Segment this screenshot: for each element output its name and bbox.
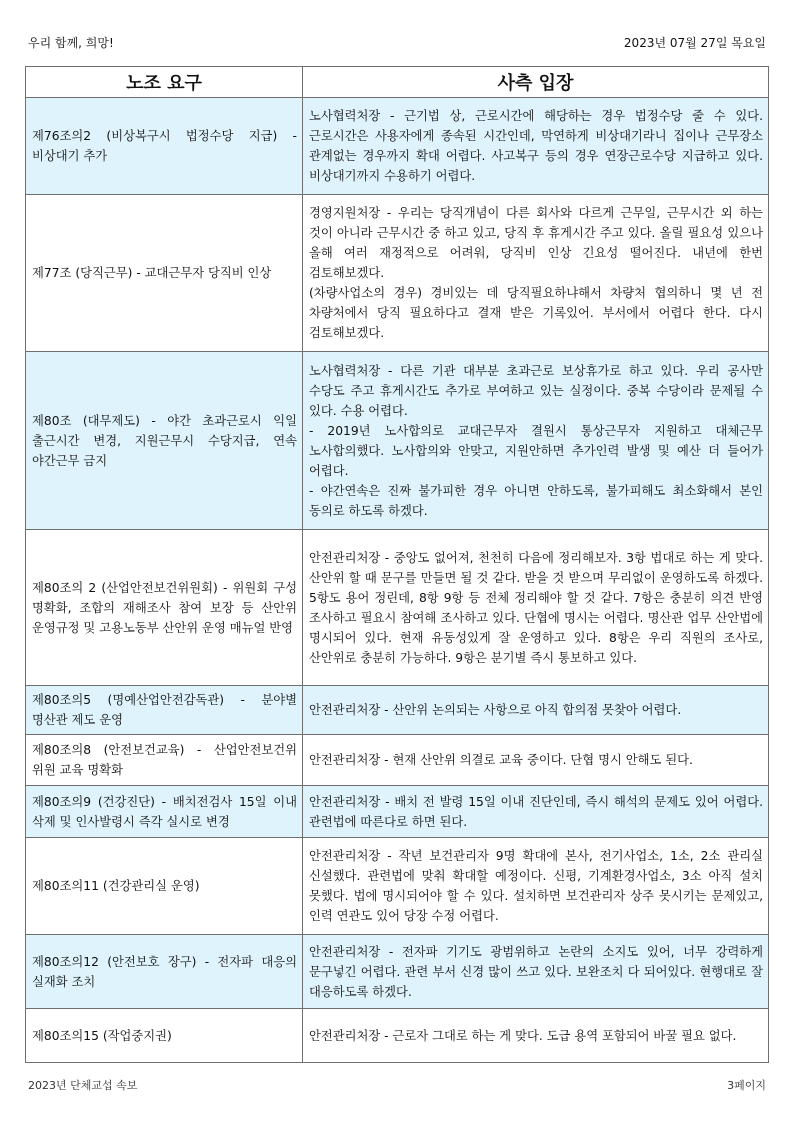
header-slogan: 우리 함께, 희망!: [28, 36, 114, 50]
company-position-cell: [303, 195, 769, 352]
footer-publication: 2023년 단체교섭 속보: [28, 1079, 138, 1092]
position-text: 안전관리처장 - 작년 보건관리자 9명 확대에 본사, 전기사업소, 1소, 2소 관리실 신설했다. 관련법에 맞춰 확대할 예정이다. 신평, 기계환경사업소, 3소 아직 설치 못했다. 법에 명시되어야 할 수 있다. 설치하면 보건관리자 상주 못시키는 문제있고, 인력 연관도 있어 당장 수정 어렵다.: [309, 849, 763, 923]
column-header-company-position: 사측 입장: [303, 67, 769, 98]
company-position-cell: [303, 735, 769, 786]
position-text: 안전관리처장 - 근로자 그대로 하는 게 맞다. 도급 용역 포함되어 바꿀 필요 없다.: [309, 1028, 737, 1043]
table-row: [26, 735, 769, 786]
position-text: - 야간연속은 진짜 불가피한 경우 아니면 안하도록, 불가피해도 최소화해서 본인 동의로 하도록 하겠다.: [309, 483, 763, 518]
table-row: [26, 838, 769, 935]
position-text: 노사협력처장 - 근기법 상, 근로시간에 해당하는 경우 법정수당 줄 수 있다. 근로시간은 사용자에게 종속된 시간인데, 막연하게 비상대기라니 집이나 근무장소 관계없는 경우까지 확대 어렵다. 사고복구 등의 경우 연장근로수당 지급하고 있다. 비상대기까지 수용하기 어렵다.: [309, 109, 763, 183]
company-position-cell: [303, 352, 769, 530]
union-demand-cell: 제80조의11 (건강관리실 운영): [26, 838, 303, 935]
footer-page-number: 3페이지: [727, 1079, 766, 1092]
position-text: 노사협력처장 - 다른 기관 대부분 초과근로 보상휴가로 하고 있다. 우리 공사만 수당도 주고 휴게시간도 추가로 부여하고 있는 실정이다. 중복 수당이라 문제될 수 있다. 수용 어렵다.: [309, 363, 763, 418]
company-position-cell: [303, 838, 769, 935]
position-text: (차량사업소의 경우) 경비있는 데 당직필요하냐해서 차량처 협의하니 몇 년 전 차량처에서 당직 필요하다고 결재 받은 기록있어. 부서에서 어렵다 한다. 다시 검토해보겠다.: [309, 286, 763, 340]
table-header-row: [26, 67, 769, 98]
table-row: [26, 686, 769, 735]
table-row: [26, 935, 769, 1009]
union-demand-cell: 제80조의8 (안전보건교육) - 산업안전보건위 위원 교육 명확화: [26, 735, 303, 786]
position-text: 안전관리처장 - 현재 산안위 의결로 교육 중이다. 단협 명시 안해도 된다.: [309, 753, 693, 767]
position-text: 안전관리처장 - 중앙도 없어져, 천천히 다음에 정리해보자. 3항 법대로 하는 게 맞다. 산안위 할 때 문구를 만들면 될 것 같다. 받을 것 받으며 무리없이 운영하도록 하겠다. 5항도 용어 정린데, 8항 9항 등 전체 정리해야 할 것 같다. 7항은 충분히 의견 반영 조사하고 필요시 참여해 조사하고 있다. 단협에 명시는 어렵다. 명산관 업무 산안법에 명시되어 있다. 현재 유동성있게 잘 운영하고 있다. 8항은 우리 직원의 조사로, 산안위로 충분히 가능하다. 9항은 분기별 즉시 통보하고 있다.: [309, 550, 763, 665]
union-demand-cell: 제80조의5 (명예산업안전감독관) - 분야별 명산관 제도 운영: [26, 686, 303, 735]
table-row: [26, 530, 769, 686]
position-text: 안전관리처장 - 배치 전 발령 15일 이내 진단인데, 즉시 해석의 문제도 있어 어렵다. 관련법에 따른다로 하면 된다.: [309, 794, 763, 829]
table-row: [26, 195, 769, 352]
union-demand-cell: 제80조의15 (작업중지권): [26, 1009, 303, 1063]
position-text: 안전관리처장 - 산안위 논의되는 사항으로 아직 합의점 못찾아 어렵다.: [309, 703, 682, 717]
union-demand-cell: 제80조의12 (안전보호 장구) - 전자파 대응의 실재화 조치: [26, 935, 303, 1009]
union-demand-cell: 제77조 (당직근무) - 교대근무자 당직비 인상: [26, 195, 303, 352]
table-row: [26, 352, 769, 530]
company-position-cell: [303, 98, 769, 195]
company-position-cell: [303, 1009, 769, 1063]
company-position-cell: [303, 935, 769, 1009]
position-text: 경영지원처장 - 우리는 당직개념이 다른 회사와 다르게 근무일, 근무시간 외 하는 것이 아니라 근무시간 중 하고 있고, 당직 후 휴게시간 주고 있다. 올릴 필요성 있으나 올해 여러 재정적으로 어려워, 당직비 인상 긴요성 떨어진다. 내년에 한번 검토해보겠다.: [309, 206, 763, 280]
company-position-cell: [303, 686, 769, 735]
union-demand-cell: 제80조 (대무제도) - 야간 초과근로시 익일 출근시간 변경, 지원근무시 수당지급, 연속 야간근무 금지: [26, 352, 303, 530]
negotiation-table: [25, 66, 769, 1063]
union-demand-cell: 제80조의 2 (산업안전보건위원회) - 위원회 구성 명확화, 조합의 재해조사 참여 보장 등 산안위 운영규정 및 고용노동부 산안위 운영 매뉴얼 반영: [26, 530, 303, 686]
column-header-union-demand: 노조 요구: [26, 67, 303, 98]
position-text: 안전관리처장 - 전자파 기기도 광범위하고 논란의 소지도 있어, 너무 강력하게 문구넣긴 어렵다. 관련 부서 신경 많이 쓰고 있다. 보완조치 다 되어있다. 현행대로 잘 대응하도록 하겠다.: [309, 944, 763, 999]
table-row: [26, 1009, 769, 1063]
company-position-cell: [303, 530, 769, 686]
table-row: [26, 98, 769, 195]
union-demand-cell: 제80조의9 (건강진단) - 배치전검사 15일 이내 삭제 및 인사발령시 즉각 실시로 변경: [26, 786, 303, 838]
union-demand-cell: 제76조의2 (비상복구시 법정수당 지급) - 비상대기 추가: [26, 98, 303, 195]
company-position-cell: [303, 786, 769, 838]
header-date: 2023년 07월 27일 목요일: [623, 36, 766, 50]
table-row: [26, 786, 769, 838]
position-text: - 2019년 노사합의로 교대근무자 결원시 통상근무자 지원하고 대체근무 노사합의했다. 노사합의와 안맞고, 지원안하면 추가인력 발생 및 예산 더 들어가 어렵다.: [309, 423, 763, 478]
